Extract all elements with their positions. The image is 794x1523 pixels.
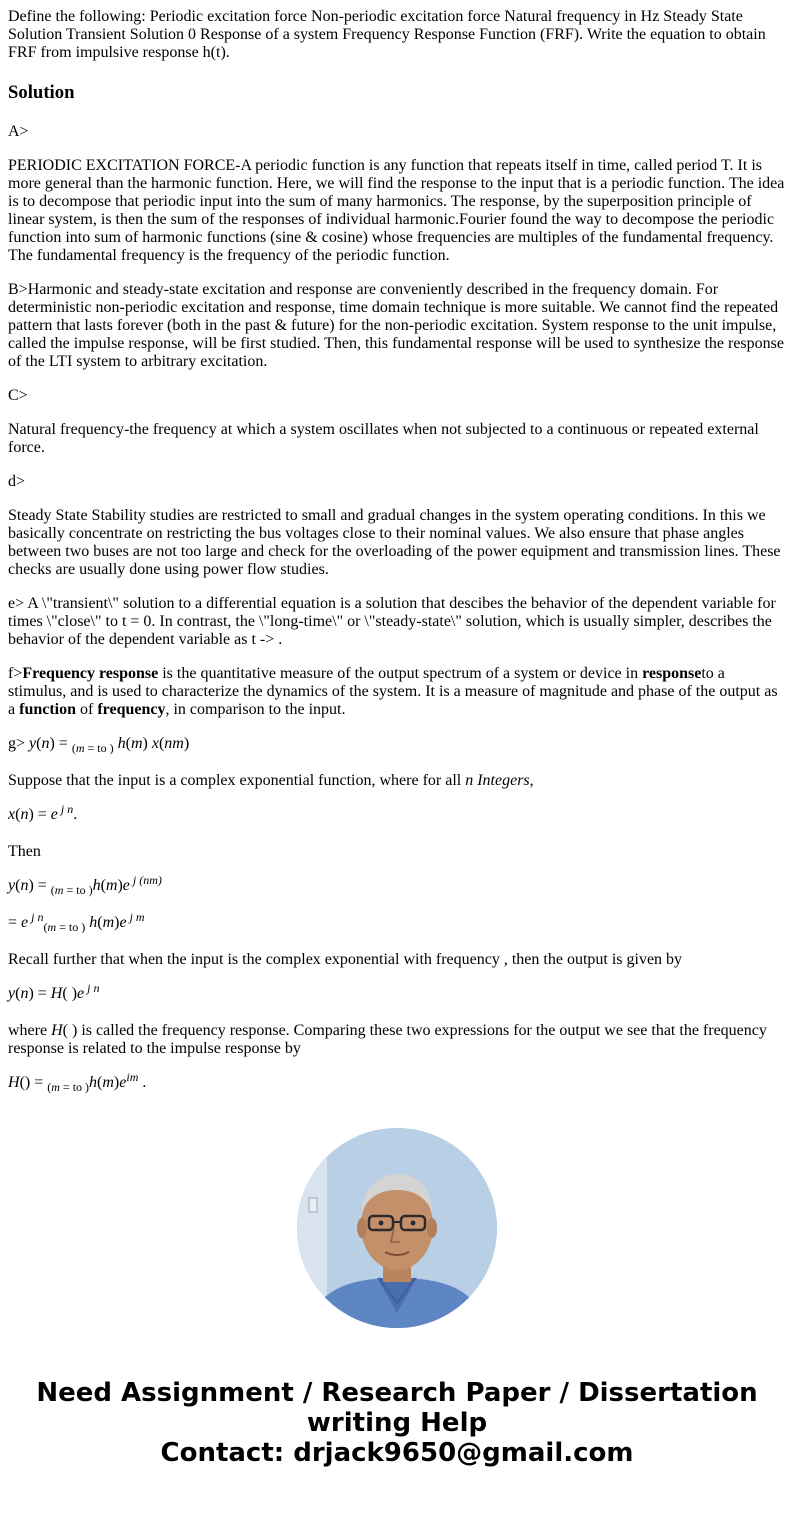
eq-text: ,	[529, 772, 534, 789]
eq-var: m	[75, 741, 85, 755]
eq-text: ) =	[49, 735, 72, 752]
eq-var: j n	[60, 802, 74, 816]
eq-var: m	[54, 883, 64, 897]
eq-var: n	[41, 735, 50, 752]
eq-text: = to )	[63, 883, 93, 897]
equation-x: x(n) = e $^{j n}$.	[8, 802, 78, 823]
part-b-text: B>Harmonic and steady-state excitation and response are conveniently described in the frequency domain. For deterministic non-periodic excitation and response, time domain technique is more suitable. We cannot find the repeated pattern that lasts forever (both in the past & future) for the non-periodic excitation. System response to the unit impulse, called the impulse response, will be first studied. Then, this fundamental response will be used to synthesize the response of the LTI system to arbitrary excitation.	[8, 281, 784, 370]
eq-text: where	[8, 1022, 52, 1039]
eq-text: g>	[8, 735, 30, 752]
eq-text: ) =	[28, 877, 51, 894]
eq-var: m	[105, 877, 118, 894]
equation-H: $H() = _{(m = to )}h(m)e^{im}$ .	[8, 1070, 147, 1094]
eq-var: y	[8, 877, 16, 894]
part-d-text: Steady State Stability studies are restricted to small and gradual changes in the system operating conditions. In this we basically concentrate on restricting the bus voltages close to their nominal values. We also ensure that phase angles between two buses are not too large and check for the overloading of the power equipment and transmission lines. These checks are usually done using power flow studies.	[8, 507, 781, 578]
bold-frequency: frequency	[97, 701, 166, 718]
eq-var: h	[89, 914, 98, 931]
then-text: Then	[8, 843, 41, 860]
exponent	[58, 802, 73, 816]
exponent	[130, 873, 162, 887]
part-f-text	[8, 665, 786, 719]
eq-var: j (nm)	[132, 873, 162, 887]
eq-var: m	[51, 1080, 60, 1094]
eq-text: .	[138, 1074, 147, 1091]
eq-var: e	[77, 985, 85, 1002]
eq-var: n	[20, 985, 29, 1002]
eq-text: Suppose that the input is a complex exponential function, where for all	[8, 772, 466, 789]
eq-var: j m	[129, 910, 145, 924]
eq-text: .	[73, 806, 78, 823]
part-f-span: is the quantitative measure of the output spectrum of a system or device in	[158, 665, 643, 682]
part-a-text: PERIODIC EXCITATION FORCE-A periodic function is any function that repeats itself in time, called period T. It is more general than the harmonic function. Here, we will find the response to the input that is a periodic function. The idea is to decompose that periodic input into the sum of many harmonics. The response, by the superposition principle of linear system, is then the sum of the responses of individual harmonic.Fourier found the way to decompose the periodic function into sum of harmonic functions (sine & cosine) whose frequencies are multiples of the fundamental frequency. The fundamental frequency is the frequency of the periodic function.	[8, 157, 785, 264]
equation-g: g> y(n) = $_{(m = to )}$ h(m) x(nm)	[8, 735, 190, 755]
eq-var: H	[51, 1022, 63, 1039]
eq-var: nm	[164, 735, 184, 752]
eq-var: n	[20, 877, 29, 894]
eq-var: H	[8, 1074, 20, 1091]
eq-var: e	[50, 806, 58, 823]
promo-banner	[8, 1378, 786, 1468]
part-c-label: C>	[8, 387, 28, 404]
part-f-span: to a stimulus, and is used to characterize the dynamics of the system. It is a measure of magnitude and phase of the output as a	[8, 665, 778, 718]
author-photo-wrap	[8, 1128, 786, 1328]
part-d-label: d>	[8, 473, 26, 490]
sum-limits: (m = to )	[50, 883, 93, 897]
part-e-text: e> A \"transient\" solution to a differential equation is a solution that descibes the behavior of the dependent variable for times \"close\" to t = 0. In contrast, the \"long-time\" or \"steady-state\" solution, which is usually simpler, describes the behavior of the dependent variable as t -> .	[8, 595, 776, 648]
exponent	[28, 910, 43, 924]
sum-limits: (m = to )	[47, 1080, 90, 1094]
equation-y1: y(n) = $_{(m = to )}$h(m)e $^{j (nm)}$	[8, 873, 162, 897]
equation-y3: y(n) = H( )e $^{j n}$	[8, 981, 100, 1002]
exponent	[127, 910, 145, 924]
promo-line-1: Need Assignment / Research Paper / Dissertation	[36, 1378, 758, 1408]
eq-var: y	[29, 735, 37, 752]
question-text: Define the following: Periodic excitation force Non-periodic excitation force Natural frequency in Hz Steady State Solution Transient Solution 0 Response of a system Frequency Response Function (FRF). Write the equation to obtain FRF from impulsive response h(t).	[8, 8, 766, 61]
promo-contact: Contact: drjack9650@gmail.com	[160, 1438, 634, 1468]
eq-var: im	[126, 1070, 139, 1084]
eq-var: x	[151, 735, 159, 752]
suppose-text	[8, 772, 786, 790]
eq-var: m	[102, 914, 115, 931]
eq-var: e	[122, 877, 130, 894]
eq-var: m	[102, 1074, 114, 1091]
eq-var: h	[117, 735, 126, 752]
exponent	[84, 981, 99, 995]
eq-text: ) =	[28, 806, 51, 823]
eq-text: = to )	[59, 1080, 90, 1094]
eq-text: = to )	[56, 920, 86, 934]
promo-line-2: writing Help	[306, 1408, 488, 1438]
bold-frequency-response: Frequency response	[22, 665, 159, 682]
eq-var: H	[50, 985, 63, 1002]
eq-text: ( ) is called the frequency response. Comparing these two expressions for the output we see that the frequency response is related to the impulse response by	[8, 1022, 767, 1057]
eq-text: = to )	[84, 741, 114, 755]
eq-var: e	[119, 914, 127, 931]
eq-text: (	[36, 735, 42, 752]
part-f-prefix: f>	[8, 665, 23, 682]
sum-limits: (m = to )	[71, 741, 114, 755]
exponent	[126, 1070, 138, 1084]
eq-var: n Integers	[465, 772, 530, 789]
eq-var: n	[20, 806, 29, 823]
eq-text: =	[8, 914, 22, 931]
author-photo	[297, 1128, 497, 1328]
eq-var: j n	[87, 981, 100, 995]
part-a-label: A>	[8, 123, 29, 140]
eq-var: e	[119, 1074, 127, 1091]
eq-var: m	[130, 735, 143, 752]
bold-response: response	[642, 665, 702, 682]
eq-var: h	[89, 1074, 98, 1091]
eq-var: y	[8, 985, 16, 1002]
part-c-text: Natural frequency-the frequency at which a system oscillates when not subjected to a continuous or repeated external force.	[8, 421, 759, 456]
equation-y2: = e $^{j n}_{(m = to )}$ h(m)e $^{j m}$	[8, 910, 145, 934]
eq-var: h	[92, 877, 101, 894]
eq-text: ( )	[62, 985, 78, 1002]
eq-text: () =	[19, 1074, 48, 1091]
sum-limits: (m = to )	[43, 920, 86, 934]
where-text	[8, 1022, 786, 1058]
eq-text: ) =	[28, 985, 51, 1002]
eq-var: j n	[31, 910, 44, 924]
recall-text: Recall further that when the input is the complex exponential with frequency , then the output is given by	[8, 951, 683, 968]
eq-var: x	[8, 806, 16, 823]
author-portrait-graphic	[297, 1128, 497, 1328]
eq-var: m	[47, 920, 57, 934]
bold-function: function	[19, 701, 77, 718]
solution-heading: Solution	[8, 82, 75, 103]
part-f-span: of	[76, 701, 98, 718]
eq-var: e	[21, 914, 29, 931]
part-f-span: , in comparison to the input.	[165, 701, 346, 718]
